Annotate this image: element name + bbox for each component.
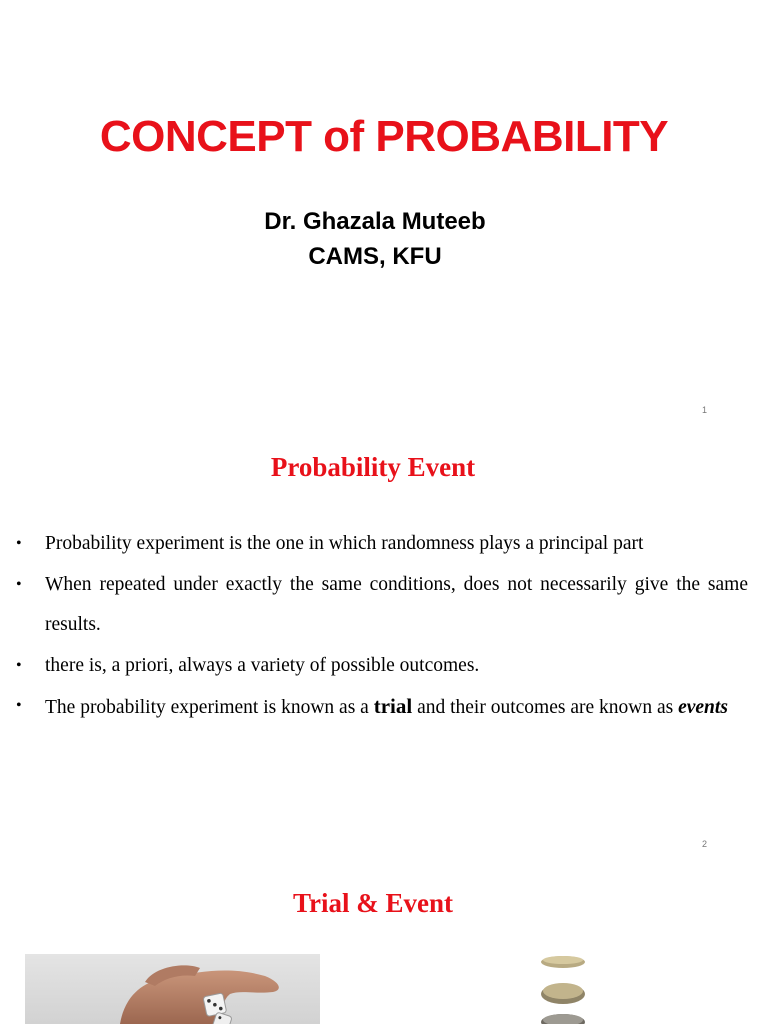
page-number: 2 — [702, 839, 708, 849]
slide-2 — [0, 430, 768, 858]
slide-heading: Trial & Event — [293, 888, 453, 918]
bullet-list — [16, 524, 748, 729]
bullet-dot-icon: • — [16, 697, 22, 714]
bullet-text: there is, a priori, always a variety of possible outcomes. — [45, 654, 480, 676]
slide-heading: Probability Event — [270, 452, 476, 482]
author-name: Dr. Ghazala Muteeb — [264, 208, 486, 235]
bullet-item — [16, 646, 748, 687]
page-number: 1 — [702, 405, 708, 415]
bullet-dot-icon: • — [16, 656, 22, 674]
bullet-text: When repeated under exactly the same conditions, does not necessarily give the same results. — [45, 573, 748, 635]
bullet-item — [16, 686, 748, 729]
hand-throwing-dice-photo — [25, 954, 320, 1024]
bullet-text-part: The probability experiment is known as a — [45, 697, 374, 718]
bullet-dot-icon: • — [16, 575, 22, 593]
bullet-text-part: and their outcomes are known as — [412, 697, 679, 718]
trial-term: trial — [373, 694, 413, 718]
events-term: events — [678, 697, 728, 718]
slide-1 — [0, 0, 768, 430]
bullet-dot-icon: • — [16, 535, 22, 552]
bullet-text: Probability experiment is the one in which randomness plays a principal part — [45, 533, 644, 554]
bullet-item — [16, 565, 748, 646]
stacked-coins-photo — [538, 954, 588, 1024]
author-affiliation: CAMS, KFU — [308, 243, 442, 270]
bullet-item — [16, 524, 748, 565]
presentation-title: CONCEPT of PROBABILITY — [99, 112, 669, 161]
slide-3 — [0, 858, 768, 1024]
